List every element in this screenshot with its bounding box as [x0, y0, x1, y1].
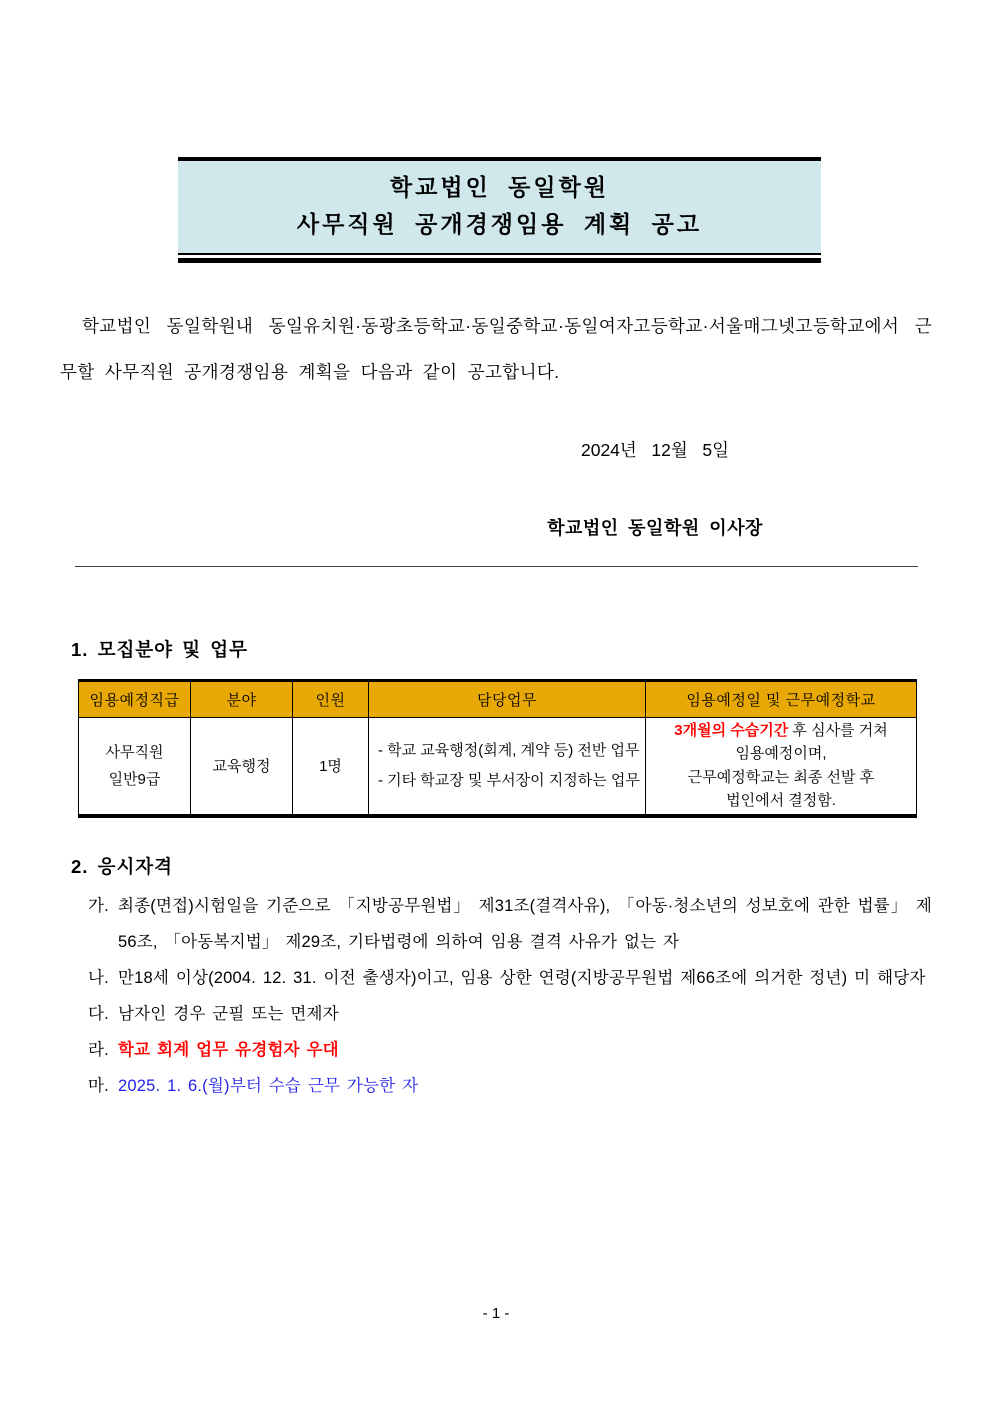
section1-heading: 1. 모집분야 및 업무: [71, 639, 248, 660]
schedule-highlight: 3개월의 수습기간: [674, 721, 789, 739]
notice-title-line1: 학교법인 동일학원: [389, 174, 610, 200]
item-label: 가.: [88, 897, 109, 915]
section2-heading: 2. 응시자격: [71, 856, 174, 877]
duty-line2: - 기타 학교장 및 부서장이 지정하는 업무: [378, 771, 640, 789]
item-label: 라.: [88, 1041, 109, 1059]
table-header-row: [79, 681, 917, 718]
grade-line1: 사무직원: [105, 743, 164, 761]
item-label: 다.: [88, 1005, 109, 1023]
list-item: [88, 960, 932, 996]
list-item: [88, 1068, 932, 1104]
item-text: 만18세 이상(2004. 12. 31. 이전 출생자)이고, 임용 상한 연령(지방공무원법 제66조에 의거한 정년) 미 해당자: [118, 969, 926, 987]
title-box: [178, 161, 821, 255]
item-label: 나.: [88, 969, 109, 987]
grade-line2: 일반9급: [108, 770, 161, 788]
item-label: 마.: [88, 1077, 109, 1095]
item-text: 남자인 경우 군필 또는 면제자: [118, 1005, 339, 1023]
item-text-emphasis-red: 학교 회계 업무 유경험자 우대: [118, 1041, 339, 1059]
schedule-line1: [646, 719, 916, 743]
cell-duties: [369, 718, 646, 816]
list-item: [88, 1032, 932, 1068]
item-text: 최종(면접)시험일을 기준으로 「지방공무원법」 제31조(결격사유), 「아동·청소년의 성보호에 관한 법률」 제56조, 「아동복지법」 제29조, 기타법령에 의하여 임용 결격 사유가 없는 자: [118, 897, 932, 951]
cell-field: 교육행정: [191, 718, 293, 816]
header-field: 분야: [191, 681, 293, 718]
schedule-line1-rest: 후 심사를 거쳐: [788, 721, 888, 739]
header-headcount: 인원: [293, 681, 369, 718]
header-duties: 담당업무: [369, 681, 646, 718]
duty-line1: - 학교 교육행정(회계, 계약 등) 전반 업무: [378, 741, 640, 759]
cell-grade: [79, 718, 191, 816]
cell-schedule: [646, 718, 917, 816]
recruitment-table: [78, 679, 917, 818]
notice-title-banner: [178, 157, 821, 263]
qualification-list: [88, 888, 932, 1104]
announcement-date: 2024년 12월 5일: [580, 440, 730, 460]
horizontal-divider: [75, 566, 918, 567]
schedule-line2: 임용예정이며,: [735, 745, 827, 763]
schedule-line3: 근무예정학교는 최종 선발 후: [687, 768, 875, 786]
header-grade: 임용예정직급: [79, 681, 191, 718]
header-schedule: 임용예정일 및 근무예정학교: [646, 681, 917, 718]
page-number: - 1 -: [482, 1305, 510, 1322]
cell-headcount: 1명: [293, 718, 369, 816]
table-row: [79, 718, 917, 816]
list-item: [88, 996, 932, 1032]
title-bottom-rule: [178, 258, 821, 263]
schedule-line4: 법인에서 결정함.: [726, 792, 836, 810]
intro-paragraph: 학교법인 동일학원내 동일유치원·동광초등학교·동일중학교·동일여자고등학교·서울매그넷고등학교에서 근무할 사무직원 공개경쟁임용 계획을 다음과 같이 공고합니다.: [60, 316, 932, 382]
issuer-signature: 학교법인 동일학원 이사장: [547, 518, 763, 538]
notice-title-line2: 사무직원 공개경쟁임용 계획 공고: [296, 211, 703, 237]
list-item: [88, 888, 932, 960]
item-text-emphasis-blue: 2025. 1. 6.(월)부터 수습 근무 가능한 자: [118, 1077, 419, 1095]
